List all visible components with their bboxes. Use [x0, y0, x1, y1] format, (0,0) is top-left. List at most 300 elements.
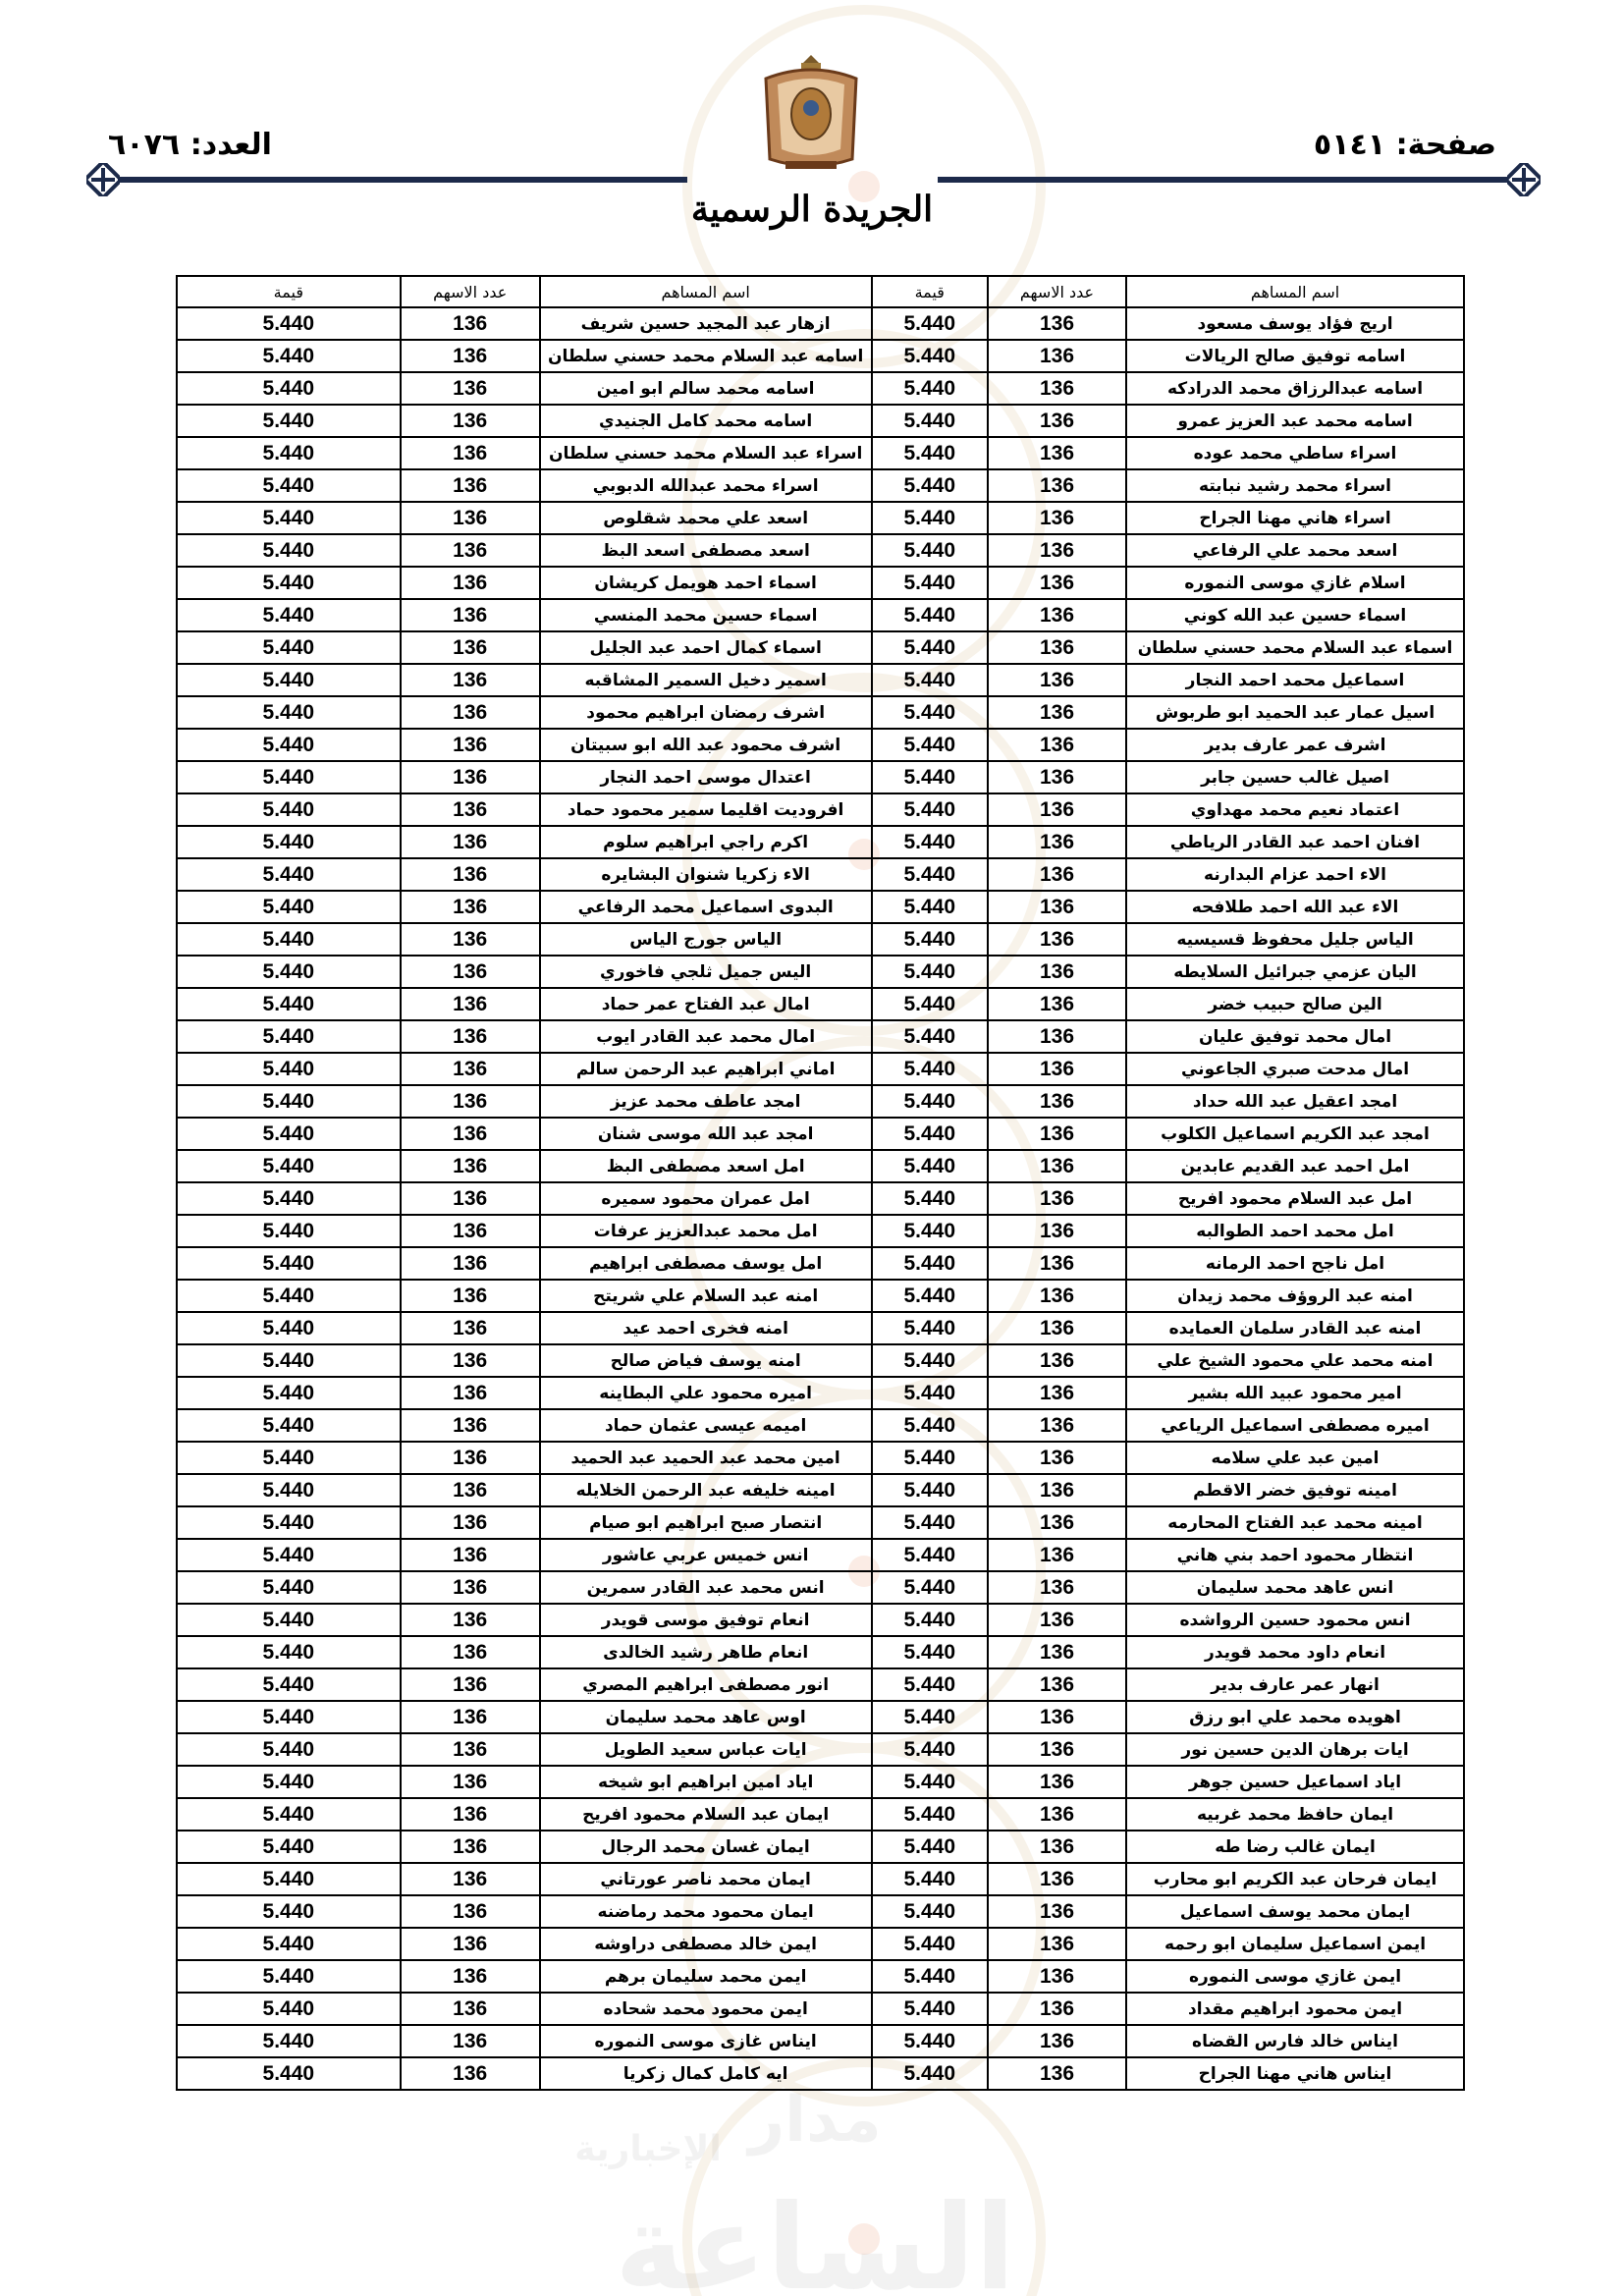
share-value: 5.440 — [177, 1668, 401, 1701]
shareholder-name: اسراء محمد عبدالله الدبوبي — [540, 469, 872, 502]
shareholder-name: اسراء هاني مهنا الجراح — [1126, 502, 1464, 534]
share-value: 5.440 — [872, 761, 988, 793]
share-count: 136 — [401, 1960, 540, 1993]
share-count: 136 — [988, 1085, 1126, 1118]
share-value: 5.440 — [177, 2057, 401, 2090]
share-count: 136 — [401, 664, 540, 696]
shareholder-name: اياد امين ابراهيم ابو شيخه — [540, 1766, 872, 1798]
share-value: 5.440 — [177, 1215, 401, 1247]
share-value: 5.440 — [177, 1701, 401, 1733]
page-number-label: صفحة: ٥١٤١ — [1313, 128, 1496, 162]
share-value: 5.440 — [177, 502, 401, 534]
table-row — [177, 1474, 1464, 1506]
shareholder-name: ايه كامل كمال زكريا — [540, 2057, 872, 2090]
table-row — [177, 1960, 1464, 1993]
share-count: 136 — [401, 1442, 540, 1474]
share-value: 5.440 — [872, 1733, 988, 1766]
share-value: 5.440 — [872, 469, 988, 502]
shareholder-name: ايمان محمد يوسف اسماعيل — [1126, 1895, 1464, 1928]
shareholder-name: ازهار عبد المجيد حسين شريف — [540, 307, 872, 340]
share-count: 136 — [401, 469, 540, 502]
share-value: 5.440 — [177, 664, 401, 696]
shareholder-name: ايمان محمود محمد رماضنه — [540, 1895, 872, 1928]
share-value: 5.440 — [872, 405, 988, 437]
share-value: 5.440 — [177, 761, 401, 793]
shareholder-name: اسراء عبد السلام محمد حسني سلطان — [540, 437, 872, 469]
share-value: 5.440 — [872, 599, 988, 631]
share-value: 5.440 — [872, 1604, 988, 1636]
shareholder-name: اسماء كمال احمد عبد الجليل — [540, 631, 872, 664]
share-value: 5.440 — [872, 858, 988, 891]
share-value: 5.440 — [177, 1344, 401, 1377]
shareholder-name: الاء عبد الله احمد طلافحه — [1126, 891, 1464, 923]
share-count: 136 — [988, 631, 1126, 664]
share-count: 136 — [401, 761, 540, 793]
share-count: 136 — [401, 437, 540, 469]
shareholder-name: امنه فخرى احمد عيد — [540, 1312, 872, 1344]
shareholder-name: امل محمد احمد الطوالبه — [1126, 1215, 1464, 1247]
share-value: 5.440 — [177, 1474, 401, 1506]
table-row — [177, 1215, 1464, 1247]
share-count: 136 — [988, 891, 1126, 923]
table-row — [177, 1831, 1464, 1863]
table-row — [177, 761, 1464, 793]
share-count: 136 — [401, 599, 540, 631]
shareholder-name: امنه عبد الروؤف محمد زيدان — [1126, 1280, 1464, 1312]
table-row — [177, 567, 1464, 599]
column-header-shares: عدد الاسهم — [988, 276, 1126, 307]
shareholder-name: البدوى اسماعيل محمد الرفاعي — [540, 891, 872, 923]
shareholder-name: الاء زكريا شنوان البشايره — [540, 858, 872, 891]
table-row — [177, 372, 1464, 405]
share-value: 5.440 — [872, 2025, 988, 2057]
share-value: 5.440 — [872, 502, 988, 534]
share-count: 136 — [988, 1960, 1126, 1993]
share-value: 5.440 — [177, 534, 401, 567]
share-value: 5.440 — [872, 1182, 988, 1215]
share-value: 5.440 — [177, 1831, 401, 1863]
share-value: 5.440 — [872, 534, 988, 567]
shareholder-name: اشرف رمضان ابراهيم محمود — [540, 696, 872, 729]
shareholder-name: امل يوسف مصطفى ابراهيم — [540, 1247, 872, 1280]
shareholder-name: اهويده محمد علي ابو رزق — [1126, 1701, 1464, 1733]
shareholder-name: ايات عباس سعيد الطويل — [540, 1733, 872, 1766]
table-header-row — [177, 276, 1464, 307]
share-value: 5.440 — [872, 1344, 988, 1377]
shareholder-name: اسلام غازي موسى النموره — [1126, 567, 1464, 599]
share-count: 136 — [401, 1798, 540, 1831]
share-count: 136 — [988, 1506, 1126, 1539]
share-count: 136 — [401, 858, 540, 891]
share-count: 136 — [988, 534, 1126, 567]
share-count: 136 — [401, 1831, 540, 1863]
gazette-title: الجريدة الرسمية — [690, 189, 934, 230]
table-row — [177, 1668, 1464, 1701]
shareholder-name: اسراء محمد رشيد نبابته — [1126, 469, 1464, 502]
shareholder-name: امال محمد عبد القادر ايوب — [540, 1020, 872, 1053]
shareholder-name: اسيل عمار عبد الحميد ابو طربوش — [1126, 696, 1464, 729]
shareholder-name: اسراء ساطي محمد عوده — [1126, 437, 1464, 469]
share-value: 5.440 — [872, 1895, 988, 1928]
share-count: 136 — [988, 1571, 1126, 1604]
share-count: 136 — [401, 793, 540, 826]
share-value: 5.440 — [177, 405, 401, 437]
table-row — [177, 1604, 1464, 1636]
share-count: 136 — [401, 923, 540, 956]
share-value: 5.440 — [872, 2057, 988, 2090]
shareholder-name: ايمن محمود ابراهيم مقداد — [1126, 1993, 1464, 2025]
share-value: 5.440 — [177, 2025, 401, 2057]
share-count: 136 — [401, 405, 540, 437]
share-count: 136 — [988, 1863, 1126, 1895]
share-count: 136 — [988, 502, 1126, 534]
column-header-shares: عدد الاسهم — [401, 276, 540, 307]
shareholder-name: امل احمد عبد القديم عابدين — [1126, 1150, 1464, 1182]
share-count: 136 — [988, 2025, 1126, 2057]
share-value: 5.440 — [872, 567, 988, 599]
shareholder-name: امينه توفيق خضر الاقطم — [1126, 1474, 1464, 1506]
share-value: 5.440 — [177, 1928, 401, 1960]
shareholder-name: امجد عبد الله موسى شنان — [540, 1118, 872, 1150]
share-count: 136 — [988, 1344, 1126, 1377]
shareholder-name: امين عبد علي سلامه — [1126, 1442, 1464, 1474]
share-value: 5.440 — [177, 1409, 401, 1442]
share-count: 136 — [988, 1766, 1126, 1798]
table-row — [177, 956, 1464, 988]
share-count: 136 — [401, 502, 540, 534]
table-row — [177, 891, 1464, 923]
share-value: 5.440 — [872, 793, 988, 826]
share-count: 136 — [401, 1377, 540, 1409]
watermark-brand-1: مدار — [748, 2084, 882, 2157]
share-count: 136 — [988, 599, 1126, 631]
shareholder-name: امين محمد عبد الحميد عبد الحميد — [540, 1442, 872, 1474]
share-value: 5.440 — [872, 340, 988, 372]
header-rule-right — [938, 177, 1507, 183]
share-count: 136 — [401, 1701, 540, 1733]
share-value: 5.440 — [872, 307, 988, 340]
share-count: 136 — [401, 956, 540, 988]
share-count: 136 — [988, 1020, 1126, 1053]
share-count: 136 — [988, 405, 1126, 437]
share-count: 136 — [401, 2057, 540, 2090]
share-count: 136 — [988, 1247, 1126, 1280]
share-count: 136 — [988, 340, 1126, 372]
share-value: 5.440 — [177, 307, 401, 340]
share-count: 136 — [988, 858, 1126, 891]
share-value: 5.440 — [872, 1766, 988, 1798]
share-count: 136 — [401, 1539, 540, 1571]
shareholder-name: امل محمد عبدالعزيز عرفات — [540, 1215, 872, 1247]
share-value: 5.440 — [872, 1215, 988, 1247]
table-row — [177, 2057, 1464, 2090]
shareholder-name: ايناس خالد فارس القضاه — [1126, 2025, 1464, 2057]
watermark-brand-3: الإخبارية — [574, 2129, 722, 2169]
shareholder-name: ايمان غالب رضا طه — [1126, 1831, 1464, 1863]
share-value: 5.440 — [177, 1247, 401, 1280]
shareholder-name: الياس جليل محفوظ قسيسيه — [1126, 923, 1464, 956]
shareholder-name: امل عبد السلام محمود افريح — [1126, 1182, 1464, 1215]
share-count: 136 — [988, 1831, 1126, 1863]
share-count: 136 — [401, 1409, 540, 1442]
shareholders-table — [176, 275, 1465, 2091]
shareholder-name: انور مصطفى ابراهيم المصري — [540, 1668, 872, 1701]
share-value: 5.440 — [177, 1150, 401, 1182]
share-count: 136 — [988, 923, 1126, 956]
share-value: 5.440 — [872, 1928, 988, 1960]
shareholder-name: انس خميس عربي عاشور — [540, 1539, 872, 1571]
share-count: 136 — [988, 469, 1126, 502]
table-row — [177, 1766, 1464, 1798]
share-count: 136 — [988, 1928, 1126, 1960]
shareholder-name: اشرف عمر عارف بدير — [1126, 729, 1464, 761]
table-row — [177, 664, 1464, 696]
share-count: 136 — [988, 1377, 1126, 1409]
coat-of-arms-icon — [756, 51, 866, 177]
share-value: 5.440 — [177, 826, 401, 858]
shareholder-name: اسامه محمد سالم ابو امين — [540, 372, 872, 405]
share-count: 136 — [401, 1733, 540, 1766]
share-count: 136 — [401, 1215, 540, 1247]
share-count: 136 — [988, 1668, 1126, 1701]
share-count: 136 — [401, 1280, 540, 1312]
shareholder-name: افنان احمد عبد القادر الرياطي — [1126, 826, 1464, 858]
share-value: 5.440 — [872, 1993, 988, 2025]
shareholder-name: الاء احمد عزام البدارنه — [1126, 858, 1464, 891]
share-count: 136 — [988, 372, 1126, 405]
share-value: 5.440 — [177, 437, 401, 469]
shareholder-name: اليان عزمي جبرائيل السلايطه — [1126, 956, 1464, 988]
shareholder-name: اسعد علي محمد شقلوص — [540, 502, 872, 534]
share-count: 136 — [401, 1863, 540, 1895]
table-row — [177, 1928, 1464, 1960]
table-row — [177, 469, 1464, 502]
shareholder-name: امال عبد الفتاح عمر حماد — [540, 988, 872, 1020]
page-header — [0, 0, 1624, 275]
share-value: 5.440 — [177, 1993, 401, 2025]
share-value: 5.440 — [177, 1539, 401, 1571]
shareholder-name: ايناس غازى موسى النموره — [540, 2025, 872, 2057]
table-row — [177, 1636, 1464, 1668]
shareholder-name: ايمان فرحان عبد الكريم ابو محارب — [1126, 1863, 1464, 1895]
share-value: 5.440 — [177, 1798, 401, 1831]
share-count: 136 — [988, 1604, 1126, 1636]
share-value: 5.440 — [872, 664, 988, 696]
shareholder-name: اسمير دخيل السمير المشاقبه — [540, 664, 872, 696]
share-count: 136 — [401, 1053, 540, 1085]
shareholder-name: ايناس هاني مهنا الجراح — [1126, 2057, 1464, 2090]
share-count: 136 — [988, 1539, 1126, 1571]
table-row — [177, 1053, 1464, 1085]
shareholder-name: ايمن غازي موسى النموره — [1126, 1960, 1464, 1993]
share-value: 5.440 — [177, 1960, 401, 1993]
shareholder-name: افروديت اقليما سمير محمود حماد — [540, 793, 872, 826]
share-value: 5.440 — [177, 1280, 401, 1312]
share-count: 136 — [988, 1474, 1126, 1506]
share-count: 136 — [988, 1280, 1126, 1312]
share-count: 136 — [988, 1701, 1126, 1733]
table-row — [177, 1118, 1464, 1150]
share-count: 136 — [988, 1118, 1126, 1150]
table-row — [177, 534, 1464, 567]
shareholder-name: امينه خليفه عبد الرحمن الخلايله — [540, 1474, 872, 1506]
shareholder-name: اسماء حسين محمد المنسي — [540, 599, 872, 631]
share-count: 136 — [401, 1993, 540, 2025]
table-row — [177, 1571, 1464, 1604]
shareholder-name: ايمن اسماعيل سليمان ابو رحمه — [1126, 1928, 1464, 1960]
table-row — [177, 2025, 1464, 2057]
table-row — [177, 1344, 1464, 1377]
share-value: 5.440 — [872, 1571, 988, 1604]
share-count: 136 — [988, 1150, 1126, 1182]
shareholder-name: اماني ابراهيم عبد الرحمن سالم — [540, 1053, 872, 1085]
share-value: 5.440 — [872, 1280, 988, 1312]
share-value: 5.440 — [872, 1020, 988, 1053]
share-value: 5.440 — [872, 1377, 988, 1409]
share-value: 5.440 — [177, 631, 401, 664]
share-count: 136 — [401, 729, 540, 761]
shareholder-name: امنه عبد السلام علي شريتح — [540, 1280, 872, 1312]
share-value: 5.440 — [177, 1182, 401, 1215]
share-value: 5.440 — [872, 1506, 988, 1539]
share-value: 5.440 — [872, 1960, 988, 1993]
shareholder-name: اسعد محمد علي الرفاعي — [1126, 534, 1464, 567]
table-row — [177, 793, 1464, 826]
shareholder-name: انتصار صبح ابراهيم ابو صيام — [540, 1506, 872, 1539]
share-value: 5.440 — [872, 1701, 988, 1733]
shareholder-name: انس محمود حسين الرواشده — [1126, 1604, 1464, 1636]
share-count: 136 — [401, 1118, 540, 1150]
shareholder-name: امير محمود عبيد الله بشير — [1126, 1377, 1464, 1409]
shareholder-name: انس عاهد محمد سليمان — [1126, 1571, 1464, 1604]
share-value: 5.440 — [872, 1442, 988, 1474]
share-value: 5.440 — [872, 1636, 988, 1668]
table-row — [177, 923, 1464, 956]
table-row — [177, 405, 1464, 437]
shareholders-table-wrap — [176, 275, 1465, 2091]
share-value: 5.440 — [177, 1312, 401, 1344]
table-row — [177, 599, 1464, 631]
shareholder-name: امنه محمد علي محمود الشيخ علي — [1126, 1344, 1464, 1377]
shareholder-name: انهار عمر عارف بدير — [1126, 1668, 1464, 1701]
share-count: 136 — [988, 729, 1126, 761]
share-count: 136 — [401, 1506, 540, 1539]
share-value: 5.440 — [872, 631, 988, 664]
share-value: 5.440 — [177, 1053, 401, 1085]
shareholder-name: اسماء حسين عبد الله كوني — [1126, 599, 1464, 631]
share-count: 136 — [988, 567, 1126, 599]
shareholder-name: اميره محمود علي البطاينه — [540, 1377, 872, 1409]
share-value: 5.440 — [872, 1150, 988, 1182]
shareholder-name: ايمان محمد ناصر عورتاني — [540, 1863, 872, 1895]
share-count: 136 — [401, 1571, 540, 1604]
shareholder-name: انتظار محمود احمد بني هاني — [1126, 1539, 1464, 1571]
share-value: 5.440 — [872, 1312, 988, 1344]
shareholder-name: ايمان حافظ محمد غربيه — [1126, 1798, 1464, 1831]
share-count: 136 — [401, 891, 540, 923]
table-row — [177, 1150, 1464, 1182]
shareholder-name: اكرم راجي ابراهيم سلوم — [540, 826, 872, 858]
share-count: 136 — [988, 1312, 1126, 1344]
share-value: 5.440 — [177, 567, 401, 599]
shareholder-name: اسماء عبد السلام محمد حسني سلطان — [1126, 631, 1464, 664]
share-value: 5.440 — [872, 1474, 988, 1506]
share-value: 5.440 — [872, 1409, 988, 1442]
shareholder-name: امل اسعد مصطفى البظ — [540, 1150, 872, 1182]
shareholder-name: الين صالح حبيب خضر — [1126, 988, 1464, 1020]
share-value: 5.440 — [872, 1668, 988, 1701]
column-header-name: اسم المساهم — [1126, 276, 1464, 307]
share-value: 5.440 — [177, 469, 401, 502]
share-count: 136 — [988, 696, 1126, 729]
share-value: 5.440 — [872, 696, 988, 729]
share-count: 136 — [401, 1474, 540, 1506]
share-value: 5.440 — [872, 988, 988, 1020]
share-count: 136 — [401, 1182, 540, 1215]
share-value: 5.440 — [177, 891, 401, 923]
share-value: 5.440 — [872, 1798, 988, 1831]
share-value: 5.440 — [872, 1118, 988, 1150]
share-count: 136 — [988, 956, 1126, 988]
share-count: 136 — [401, 307, 540, 340]
share-count: 136 — [401, 631, 540, 664]
shareholder-name: امل ناجح احمد الرمانه — [1126, 1247, 1464, 1280]
shareholder-name: امل عمران محمود سميره — [540, 1182, 872, 1215]
shareholder-name: الياس جورج الياس — [540, 923, 872, 956]
shareholder-name: انعام طاهر رشيد الخالدى — [540, 1636, 872, 1668]
shareholder-name: اصيل غالب حسين جابر — [1126, 761, 1464, 793]
share-count: 136 — [401, 1312, 540, 1344]
share-value: 5.440 — [177, 956, 401, 988]
shareholder-name: اريج فؤاد يوسف مسعود — [1126, 307, 1464, 340]
share-count: 136 — [988, 1409, 1126, 1442]
shareholder-name: اسامه عبد السلام محمد حسني سلطان — [540, 340, 872, 372]
share-count: 136 — [988, 826, 1126, 858]
share-value: 5.440 — [872, 1863, 988, 1895]
shareholder-name: اسامه محمد كامل الجنيدي — [540, 405, 872, 437]
share-value: 5.440 — [872, 956, 988, 988]
table-row — [177, 437, 1464, 469]
table-row — [177, 1539, 1464, 1571]
table-row — [177, 1506, 1464, 1539]
share-value: 5.440 — [177, 1766, 401, 1798]
shareholder-name: انس محمد عبد القادر سمرين — [540, 1571, 872, 1604]
share-count: 136 — [401, 567, 540, 599]
column-header-name: اسم المساهم — [540, 276, 872, 307]
share-value: 5.440 — [177, 1377, 401, 1409]
share-value: 5.440 — [177, 729, 401, 761]
share-value: 5.440 — [177, 1604, 401, 1636]
table-row — [177, 1247, 1464, 1280]
share-value: 5.440 — [872, 437, 988, 469]
share-count: 136 — [988, 761, 1126, 793]
share-value: 5.440 — [177, 1863, 401, 1895]
shareholder-name: اسامه عبدالرزاق محمد الدرادكه — [1126, 372, 1464, 405]
share-count: 136 — [401, 2025, 540, 2057]
shareholder-name: اسماء احمد هويمل كريشان — [540, 567, 872, 599]
share-count: 136 — [401, 696, 540, 729]
issue-number-label: العدد: ٦٠٧٦ — [108, 128, 272, 162]
share-count: 136 — [988, 1215, 1126, 1247]
shareholder-name: امال محمد توفيق عليان — [1126, 1020, 1464, 1053]
shareholder-name: اعتدال موسى احمد النجار — [540, 761, 872, 793]
share-value: 5.440 — [177, 1895, 401, 1928]
share-value: 5.440 — [872, 1053, 988, 1085]
shareholder-name: اسعد مصطفى اسعد البظ — [540, 534, 872, 567]
share-value: 5.440 — [177, 1020, 401, 1053]
column-header-value: قيمة — [872, 276, 988, 307]
shareholder-name: اشرف محمود عبد الله ابو سبيتان — [540, 729, 872, 761]
